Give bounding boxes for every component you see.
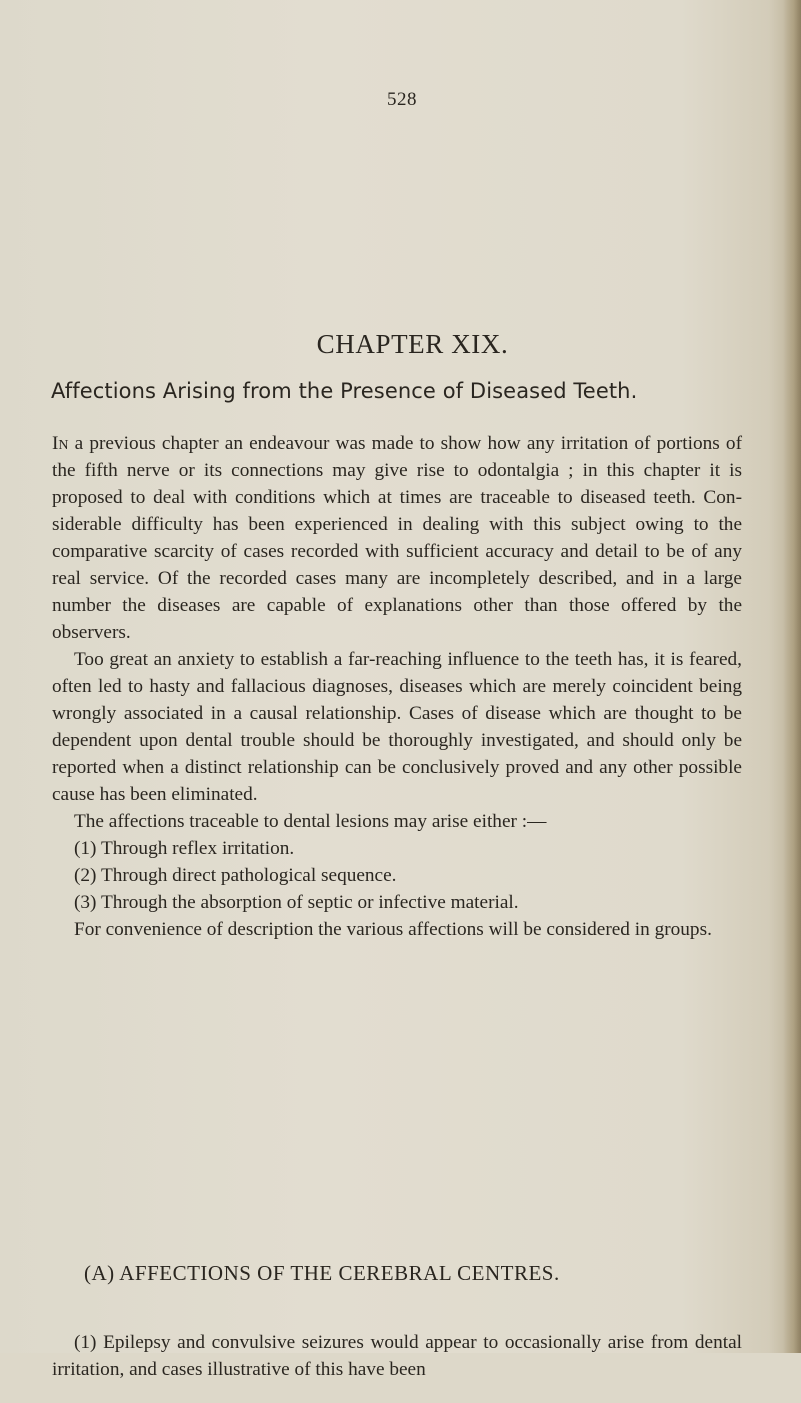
closing-paragraph: (1) Epilepsy and convulsive seizures would appear to occasionally arise from dental irritation, and cases illustrative of this have been: [52, 1332, 742, 1381]
paragraph-1: [52, 430, 742, 646]
page-number: 528: [387, 89, 417, 110]
paragraph-2: Too great an anxiety to establish a far-reaching influence to the teeth has, it is feared, often led to hasty and fallacious diagnoses, diseases which are merely coincident being wrongly associated in a causal relationship. Cases of disease which are thought to be dependent upon dental trouble should be thoroughly investigated, and should only be reported when a distinct relationship can be conclusively proved and any other possible cause has been eliminated.: [52, 649, 742, 805]
list-item: (1) Through reflex irritation.: [74, 838, 295, 859]
paragraph-3: The affections traceable to dental lesions may arise either :—: [74, 811, 547, 832]
closing-text: [52, 1310, 742, 1403]
paragraph-4: For convenience of description the various affections will be considered in groups.: [74, 919, 712, 940]
chapter-subtitle: Affections Arising from the Presence of Diseased Teeth.: [51, 379, 638, 403]
list-item: (2) Through direct pathological sequence.: [74, 865, 397, 886]
section-heading: (A) AFFECTIONS OF THE CEREBRAL CENTRES.: [84, 1261, 560, 1285]
page-edge-shadow: [783, 0, 801, 1353]
chapter-title: CHAPTER XIX.: [316, 329, 509, 359]
paragraph-1-lead: In: [52, 433, 69, 454]
paragraph-1-text: a previous chapter an endeavour was made to show how any irritation of portions of the fifth nerve or its connections may give rise to odontalgia ; in this chapter it is proposed to deal with conditions which at times are traceable to diseased teeth. Considerable difficulty has been experienced in dealing with this subject owing to the comparative scarcity of cases recorded with sufficient accuracy and detail to be of any real service. Of the recorded cases many are incompletely described, and in a large number the diseases are capable of explanations other than those offered by the observers.: [52, 433, 742, 643]
body-text: [52, 430, 742, 943]
list-item: (3) Through the absorption of septic or infective material.: [74, 892, 519, 913]
